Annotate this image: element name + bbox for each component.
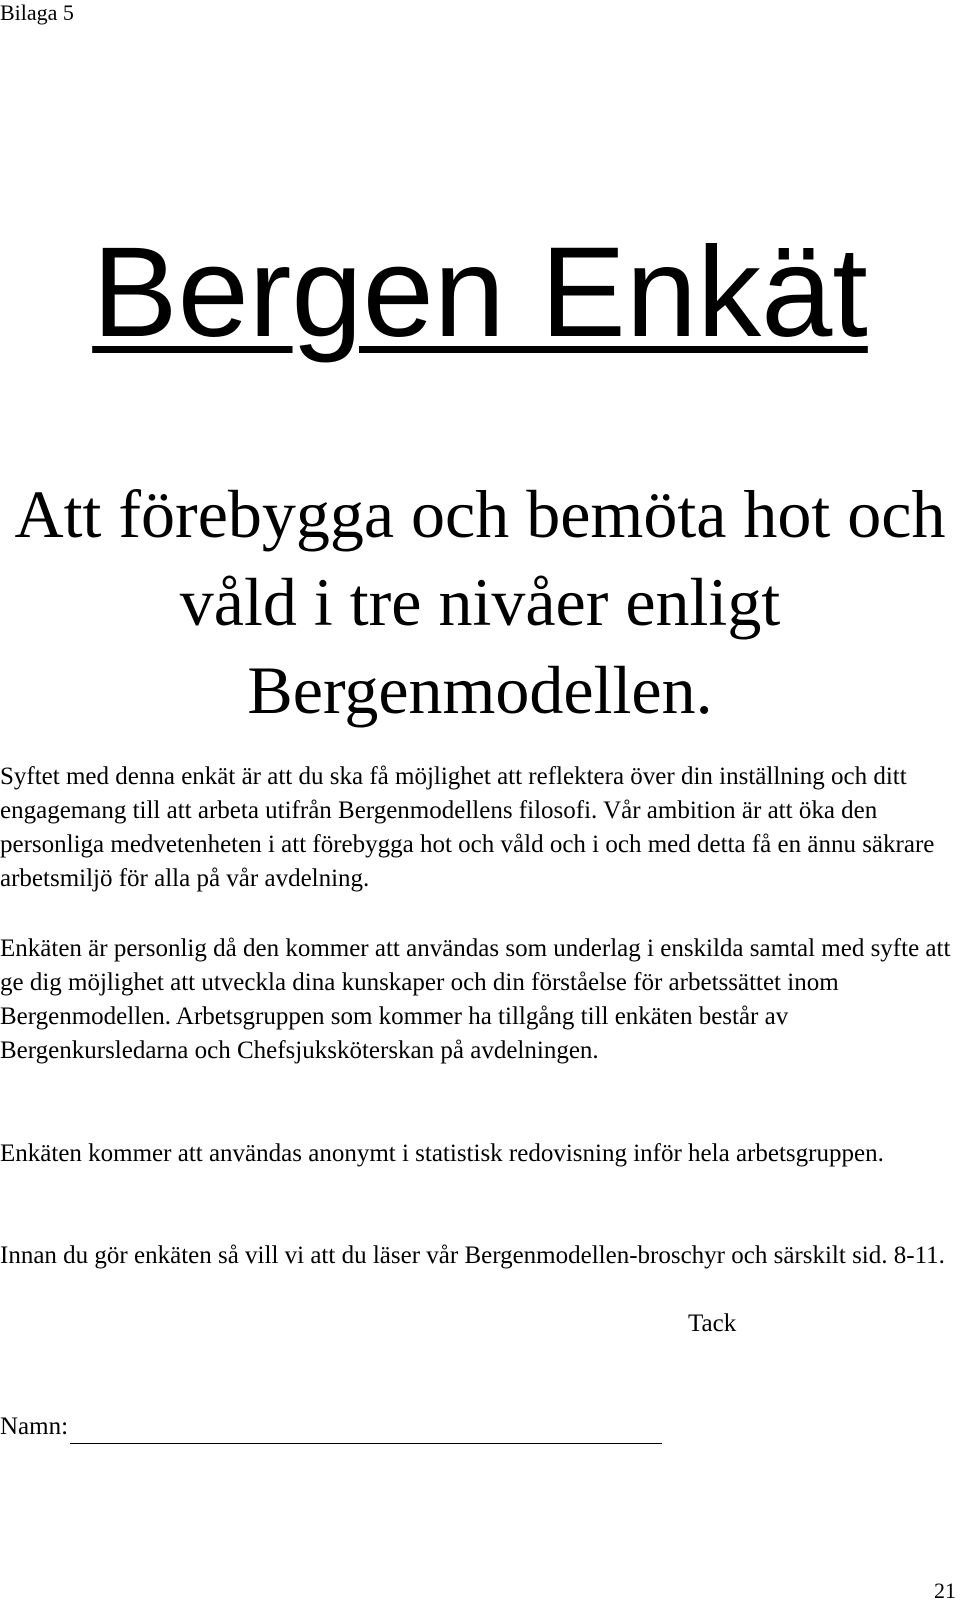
paragraph-anonymous-statistics: Enkäten kommer att användas anonymt i statistisk redovisning inför hela arbetsgruppen. <box>0 1140 884 1167</box>
name-field <box>0 1410 662 1444</box>
paragraph-read-brochure: Innan du gör enkäten så vill vi att du läser vår Bergenmodellen-broschyr och särskilt sid. 8-11. <box>0 1242 945 1269</box>
name-fill-line[interactable] <box>70 1415 662 1444</box>
paragraph-purpose: Syftet med denna enkät är att du ska få möjlighet att reflektera över din inställning och ditt engagemang till att arbeta utifrån Bergenmodellens filosofi. Vår ambition är att öka den personliga medvetenheten i att förebygga hot och våld och i och med detta få en ännu säkrare arbetsmiljö för alla på vår avdelning. <box>0 763 935 892</box>
appendix-label: Bilaga 5 <box>0 0 74 25</box>
document-title <box>0 218 960 368</box>
document-subtitle: Att förebygga och bemöta hot och våld i tre nivåer enligt Bergenmodellen. <box>14 476 946 728</box>
thanks-text: Tack <box>688 1310 737 1337</box>
page-number: 21 <box>934 1578 956 1603</box>
name-label: Namn: <box>0 1413 69 1440</box>
paragraph-personal-survey: Enkäten är personlig då den kommer att användas som underlag i enskilda samtal med syfte att ge dig möjlighet att utveckla dina kunskaper och din förståelse för arbetssättet inom Bergenmodellen. Arbetsgruppen som kommer ha tillgång till enkäten består av Bergenkursledarna och Chefsjuksköterskan på avdelningen. <box>0 935 951 1064</box>
document-title-text: Bergen Enkät <box>92 221 868 364</box>
